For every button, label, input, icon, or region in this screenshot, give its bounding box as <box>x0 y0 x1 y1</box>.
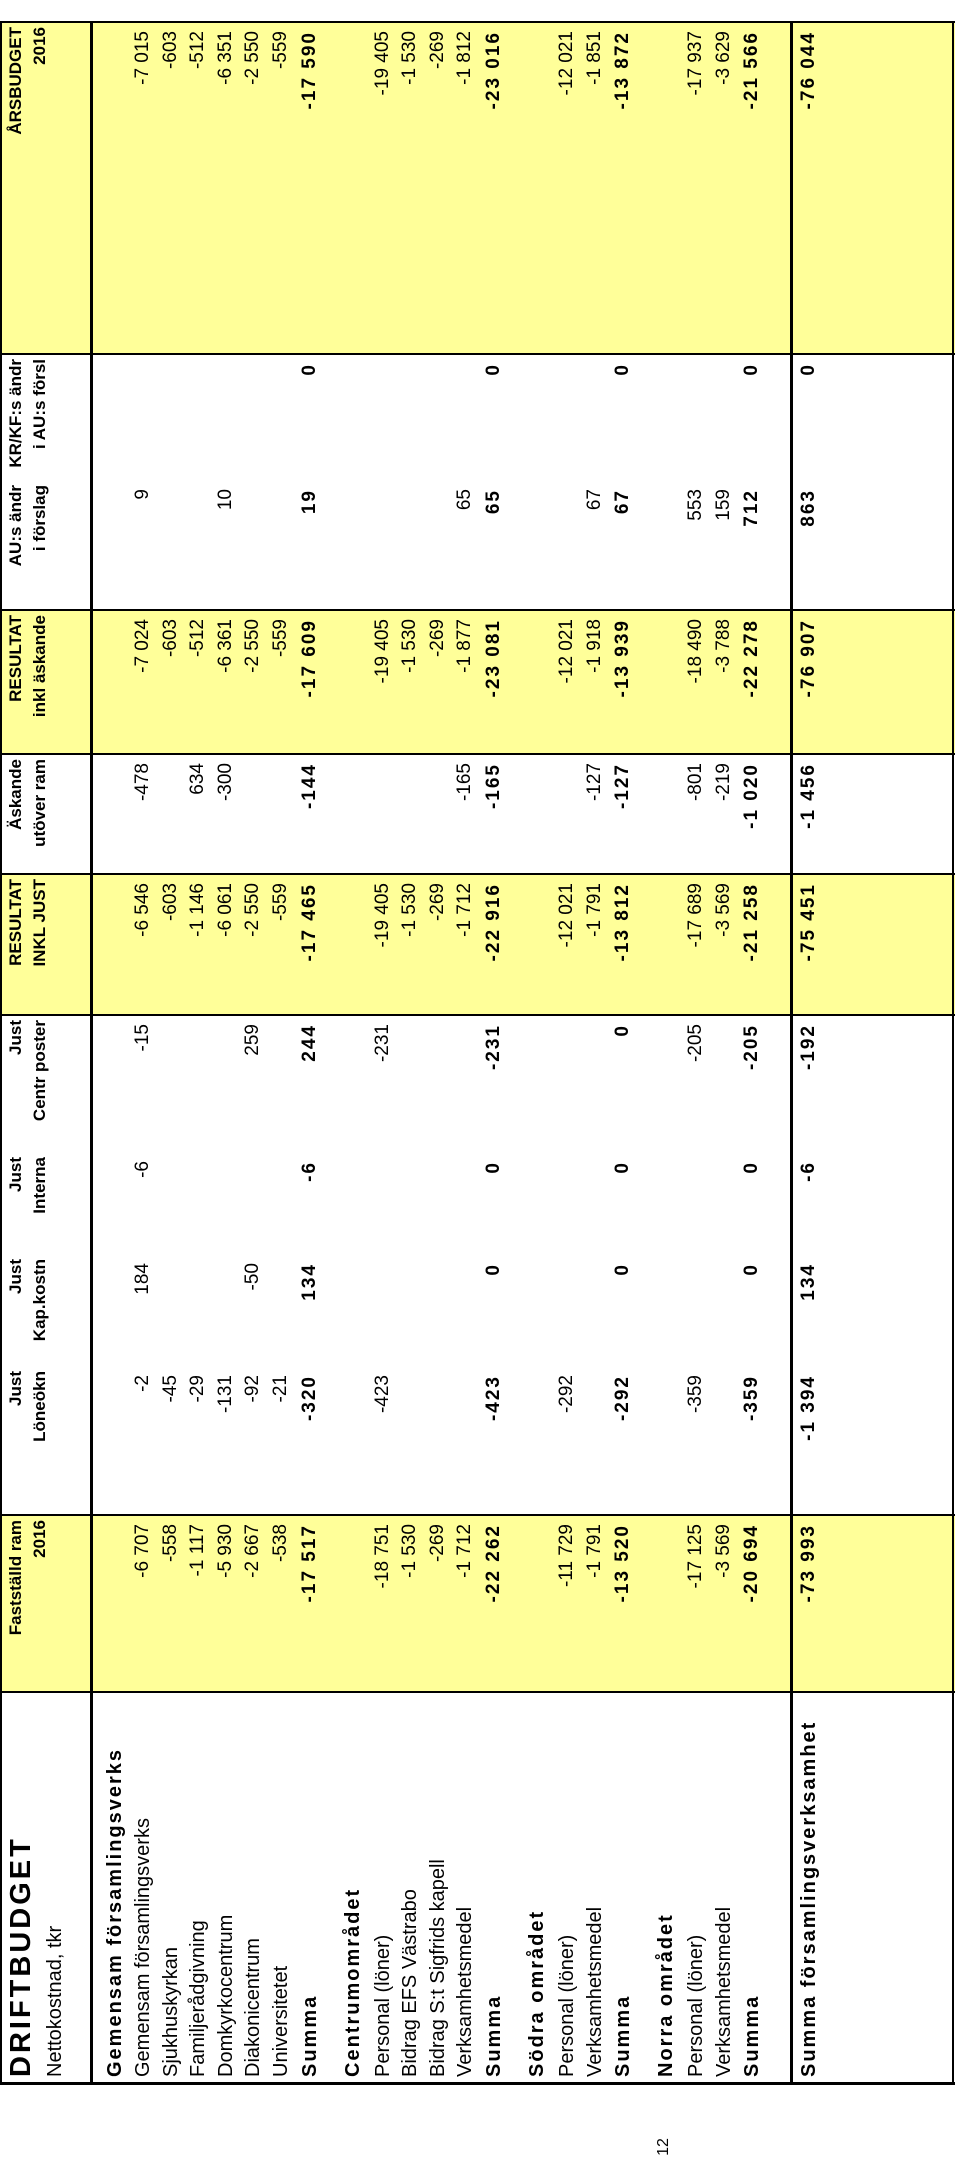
row-label: Diakonicentrum <box>242 1938 265 2077</box>
column-header <box>4 27 52 355</box>
row-label: Familjerådgivning <box>187 1920 210 2077</box>
grand-total-row <box>798 25 825 2085</box>
table-row <box>215 25 242 2085</box>
cell-value: -1 851 <box>583 31 605 85</box>
cell-value: -219 <box>712 763 734 802</box>
row-label: Sjukhuskyrkan <box>159 1946 182 2077</box>
cell-value: -559 <box>270 883 291 922</box>
row-label: Summa församlingsverksamhet <box>798 1720 821 2077</box>
cell-value: -1 394 <box>798 1375 820 1441</box>
cell-value: -1 712 <box>454 1524 476 1578</box>
cell-value: -17 517 <box>298 1524 320 1603</box>
cell-value: 0 <box>483 1263 504 1276</box>
cell-value: -1 918 <box>583 619 605 673</box>
cell-value: -2 <box>132 1375 153 1392</box>
cell-value: 0 <box>612 363 634 376</box>
cell-value: -6 <box>132 1161 153 1178</box>
cell-value: -165 <box>483 763 504 810</box>
cell-value: -2 667 <box>242 1524 264 1578</box>
cell-value: 159 <box>712 489 734 521</box>
cell-value: -269 <box>426 31 448 70</box>
row-label: Personal (löner) <box>685 1934 708 2077</box>
cell-value: -75 451 <box>798 883 820 962</box>
column-header <box>4 1371 52 1516</box>
cell-value: 19 <box>298 489 320 515</box>
section-title: Centrumområdet <box>341 1887 364 2077</box>
cell-value: 244 <box>298 1024 320 1062</box>
column-header-line2: Interna <box>30 1157 49 1214</box>
cell-value: -1 530 <box>399 1524 421 1578</box>
cell-value: -12 021 <box>556 31 577 96</box>
cell-value: -559 <box>270 31 291 70</box>
row-label: Summa <box>741 1994 764 2077</box>
cell-value: -76 044 <box>798 31 820 110</box>
row-label: Summa <box>298 1994 321 2077</box>
cell-value: -19 405 <box>371 31 393 96</box>
cell-value: -603 <box>159 619 181 658</box>
column-header-line2: i AU:s försl <box>30 359 49 450</box>
cell-value: -21 <box>270 1375 291 1403</box>
cell-value: -192 <box>798 1024 820 1071</box>
row-label: Domkyrkocentrum <box>214 1914 237 2077</box>
cell-value: -359 <box>741 1375 763 1422</box>
column-header <box>4 359 52 481</box>
column-header-line1: KR/KF:s ändr <box>6 359 25 468</box>
cell-value: -92 <box>242 1375 264 1403</box>
cell-value: 712 <box>741 489 763 527</box>
cell-value: -5 930 <box>214 1524 236 1578</box>
row-label: Personal (löner) <box>556 1934 578 2077</box>
cell-value: -11 729 <box>556 1524 577 1588</box>
cell-value: -320 <box>298 1375 320 1422</box>
column-header <box>4 1020 52 1153</box>
cell-value: 259 <box>242 1024 264 1056</box>
cell-value: -22 916 <box>483 883 504 962</box>
sum-row <box>741 25 768 2085</box>
cell-value: -1 812 <box>454 31 476 85</box>
cell-value: -1 877 <box>454 619 476 673</box>
cell-value: -7 024 <box>132 619 153 673</box>
cell-value: 553 <box>685 489 707 521</box>
column-header-line1: Just <box>6 1371 25 1406</box>
cell-value: 0 <box>741 363 763 376</box>
cell-value: -2 550 <box>242 31 264 85</box>
cell-value: -478 <box>132 763 153 802</box>
cell-value: 134 <box>298 1263 320 1301</box>
cell-value: -21 566 <box>741 31 763 110</box>
cell-value: -2 550 <box>242 619 264 673</box>
row-label: Personal (löner) <box>371 1934 394 2077</box>
cell-value: -50 <box>242 1263 264 1291</box>
cell-value: -1 146 <box>187 883 209 937</box>
cell-value: -15 <box>132 1024 153 1052</box>
cell-value: -12 021 <box>556 883 577 948</box>
column-header-line2: INKL JUST <box>30 879 49 967</box>
cell-value: 0 <box>741 1161 763 1174</box>
cell-value: -7 015 <box>132 31 153 85</box>
cell-value: -423 <box>371 1375 393 1414</box>
top-line <box>0 23 2 2083</box>
cell-value: -3 629 <box>712 31 734 85</box>
column-header-line2: i förslag <box>30 485 49 552</box>
row-label: Universitetet <box>270 1965 292 2077</box>
cell-value: -1 530 <box>399 31 421 85</box>
cell-value: -269 <box>426 619 448 658</box>
cell-value: -13 939 <box>612 619 634 698</box>
cell-value: -3 788 <box>712 619 734 673</box>
column-header-line1: RESULTAT <box>6 615 25 702</box>
sum-row <box>612 25 639 2085</box>
cell-value: 0 <box>612 1161 634 1174</box>
cell-value: -6 <box>298 1161 320 1182</box>
cell-value: -19 405 <box>371 883 393 948</box>
cell-value: 184 <box>132 1263 153 1295</box>
cell-value: -17 609 <box>298 619 320 698</box>
cell-value: -6 061 <box>214 883 236 937</box>
cell-value: -1 530 <box>399 883 421 937</box>
cell-value: -603 <box>159 883 181 922</box>
cell-value: -269 <box>426 883 448 922</box>
cell-value: 65 <box>454 489 476 511</box>
cell-value: -3 569 <box>712 1524 734 1578</box>
cell-value: -1 456 <box>798 763 820 829</box>
cell-value: 0 <box>612 1024 634 1037</box>
cell-value: 0 <box>298 363 320 376</box>
sum-row <box>483 25 510 2085</box>
table-row <box>454 25 481 2085</box>
cell-value: -12 021 <box>556 619 577 684</box>
cell-value: 863 <box>798 489 820 527</box>
cell-value: -269 <box>426 1524 448 1563</box>
section-title: Gemensam församlingsverks <box>104 1747 126 2077</box>
table-row <box>584 25 611 2085</box>
table-row <box>713 25 740 2085</box>
cell-value: -19 405 <box>371 619 393 684</box>
cell-value: -29 <box>187 1375 209 1403</box>
cell-value: -73 993 <box>798 1524 820 1603</box>
header-line <box>90 23 93 2083</box>
bottom-line <box>952 23 954 2083</box>
cell-value: -20 694 <box>741 1524 763 1603</box>
column-header-line1: ÅRSBUDGET <box>6 27 25 135</box>
row-label: Verksamhetsmedel <box>712 1906 735 2077</box>
column-header-line1: RESULTAT <box>6 879 25 966</box>
cell-value: -127 <box>583 763 605 802</box>
column-header-line1: Just <box>6 1157 25 1192</box>
cell-value: 0 <box>741 1263 763 1276</box>
cell-value: -17 590 <box>298 31 320 110</box>
table-row <box>160 25 187 2085</box>
cell-value: -1 791 <box>583 883 605 937</box>
cell-value: -17 689 <box>685 883 707 948</box>
cell-value: -512 <box>187 31 209 70</box>
column-header-line1: Just <box>6 1020 25 1055</box>
cell-value: 9 <box>132 489 153 500</box>
cell-value: 634 <box>187 763 209 795</box>
cell-value: -22 262 <box>483 1524 504 1603</box>
cell-value: -538 <box>270 1524 291 1563</box>
cell-value: 134 <box>798 1263 820 1301</box>
cell-value: 65 <box>483 489 504 515</box>
cell-value: 67 <box>583 489 605 511</box>
column-header <box>4 1520 52 1693</box>
column-header-line2: 2016 <box>30 1520 49 1558</box>
column-header-line1: AU:s ändr <box>6 485 25 567</box>
cell-value: -1 117 <box>187 1524 209 1577</box>
row-label: Verksamhetsmedel <box>583 1906 606 2077</box>
column-header-line2: inkl äskande <box>30 615 49 718</box>
table-row <box>270 25 297 2085</box>
cell-value: -558 <box>159 1524 181 1563</box>
cell-value: -131 <box>214 1375 236 1414</box>
sum-row <box>299 25 326 2085</box>
cell-value: -21 258 <box>741 883 763 962</box>
cell-value: -231 <box>371 1024 393 1063</box>
cell-value: -300 <box>214 763 236 802</box>
column-header-line1: Äskande <box>6 759 25 830</box>
table-row <box>372 25 399 2085</box>
row-label: Bidrag S:t Sigfrids kapell <box>426 1859 449 2077</box>
table-row <box>242 25 269 2085</box>
cell-value: -18 490 <box>685 619 707 684</box>
cell-value: -165 <box>454 763 476 802</box>
table-row <box>427 25 454 2085</box>
table-row <box>187 25 214 2085</box>
cell-value: -2 550 <box>242 883 264 937</box>
section-title: Norra området <box>655 1913 678 2077</box>
table-row <box>685 25 712 2085</box>
cell-value: -801 <box>685 763 707 802</box>
row-label: Bidrag EFS Västrabo <box>399 1889 422 2077</box>
document-subtitle: Nettokostnad, tkr <box>44 1925 66 2077</box>
cell-value: 0 <box>798 363 820 376</box>
cell-value: -13 872 <box>612 31 634 110</box>
cell-value: -6 351 <box>214 31 236 85</box>
grand-total-divider <box>790 23 793 2083</box>
cell-value: -359 <box>685 1375 707 1414</box>
cell-value: -423 <box>483 1375 504 1422</box>
cell-value: -603 <box>159 31 181 70</box>
cell-value: -231 <box>483 1024 504 1071</box>
cell-value: -3 569 <box>712 883 734 937</box>
column-header-line2: 2016 <box>30 27 49 65</box>
cell-value: -1 530 <box>399 619 421 673</box>
table-row <box>556 25 583 2085</box>
cell-value: -6 707 <box>132 1524 153 1578</box>
cell-value: -292 <box>612 1375 634 1422</box>
column-divider <box>0 21 955 23</box>
column-header <box>4 759 52 875</box>
cell-value: 10 <box>214 489 236 511</box>
row-label: Summa <box>483 1994 505 2077</box>
column-header-line2: utöver ram <box>30 759 49 847</box>
cell-value: -23 016 <box>483 31 504 110</box>
cell-value: -76 907 <box>798 619 820 698</box>
cell-value: -17 937 <box>685 31 707 96</box>
column-header <box>4 1259 52 1367</box>
column-header-line1: Fastställd ram <box>6 1520 25 1636</box>
column-header-line1: Just <box>6 1259 25 1294</box>
column-header-line2: Löneökn <box>30 1371 49 1442</box>
cell-value: -559 <box>270 619 291 658</box>
cell-value: -1 020 <box>741 763 763 829</box>
cell-value: -23 081 <box>483 619 504 698</box>
section-title: Södra området <box>526 1909 548 2077</box>
row-label: Summa <box>612 1994 635 2077</box>
column-header <box>4 1157 52 1255</box>
cell-value: -17 465 <box>298 883 320 962</box>
row-label: Verksamhetsmedel <box>454 1906 477 2077</box>
column-header-line2: Centr poster <box>30 1020 49 1122</box>
cell-value: 0 <box>483 363 504 376</box>
cell-value: -13 812 <box>612 883 634 962</box>
cell-value: -205 <box>685 1024 707 1063</box>
column-header-line2: Kap.kostn <box>30 1259 49 1342</box>
cell-value: -205 <box>741 1024 763 1071</box>
row-label: Gemensam församlingsverks <box>132 1818 154 2077</box>
cell-value: -22 278 <box>741 619 763 698</box>
document-title: DRIFTBUDGET <box>5 1836 37 2077</box>
cell-value: 0 <box>612 1263 634 1276</box>
cell-value: -45 <box>159 1375 181 1403</box>
cell-value: -127 <box>612 763 634 810</box>
cell-value: -6 361 <box>214 619 236 673</box>
column-header <box>4 879 52 1016</box>
budget-sheet <box>0 10 955 2085</box>
title-block <box>0 1697 100 2085</box>
cell-value: -6 546 <box>132 883 153 937</box>
cell-value: -13 520 <box>612 1524 634 1603</box>
cell-value: 0 <box>483 1161 504 1174</box>
cell-value: -144 <box>298 763 320 810</box>
cell-value: -1 712 <box>454 883 476 937</box>
column-header <box>4 615 52 755</box>
table-row <box>399 25 426 2085</box>
cell-value: -512 <box>187 619 209 658</box>
column-header <box>4 485 52 611</box>
cell-value: -1 791 <box>583 1524 605 1578</box>
cell-value: -6 <box>798 1161 820 1182</box>
cell-value: -292 <box>556 1375 577 1414</box>
cell-value: 67 <box>612 489 634 515</box>
cell-value: -17 125 <box>685 1524 707 1589</box>
cell-value: -18 751 <box>371 1524 393 1589</box>
page-number: 12 <box>655 2138 672 2156</box>
table-row <box>132 25 159 2085</box>
